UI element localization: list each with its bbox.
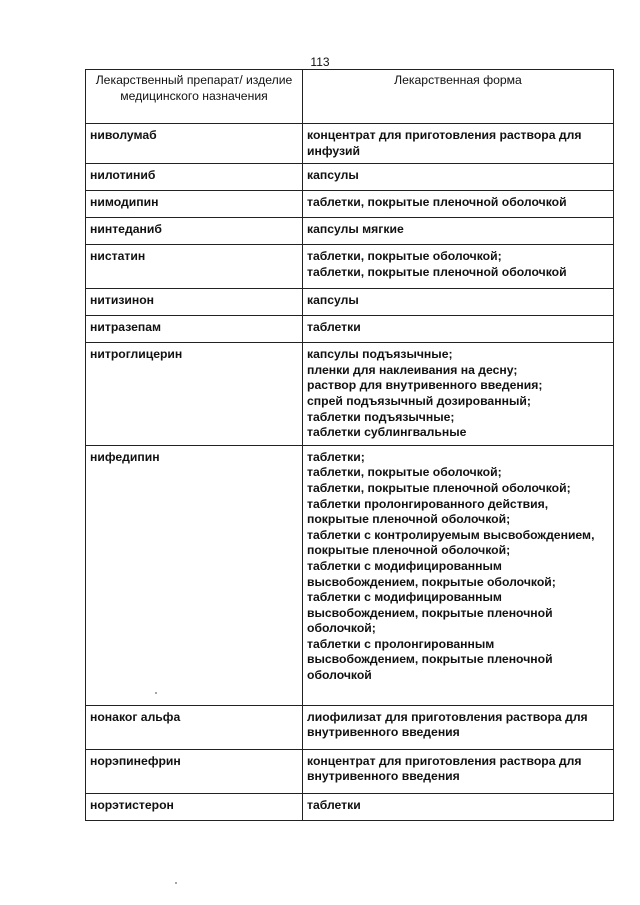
dosage-form-line: оболочкой; [307,621,376,636]
dosage-form-line: таблетки [307,320,361,335]
dosage-form-cell [303,289,614,316]
dosage-form-line: лиофилизат для приготовления раствора для [307,709,588,724]
drug-name-cell [86,343,303,446]
dosage-form-line: высвобождением, покрытые пленочной [307,652,553,667]
dosage-form-line: капсулы подъязычные; [307,347,453,362]
header-dosage-form: Лекарственная форма [303,70,614,124]
dosage-form-line: концентрат для приготовления раствора для [307,753,582,768]
dosage-form-line: таблетки, покрытые оболочкой; [307,249,502,264]
dosage-form-line: капсулы [307,293,359,308]
dosage-form-cell [303,124,614,164]
dosage-form-line: таблетки, покрытые пленочной оболочкой [307,195,567,210]
dosage-form-cell [303,749,614,793]
drug-name-cell [86,793,303,820]
dosage-form-cell [303,343,614,446]
table-header-row [86,70,614,124]
drug-name: нитроглицерин [90,347,183,362]
drug-name: норэтистерон [90,797,174,812]
dosage-form-line: таблетки [307,797,361,812]
table-row [86,245,614,289]
drug-name: ниволумаб [90,128,157,142]
dosage-form-cell [303,218,614,245]
drug-name-cell [86,124,303,164]
table-row [86,749,614,793]
dosage-form-line: концентрат для приготовления раствора для [307,128,582,142]
table-body [86,124,614,821]
dosage-form-line: таблетки; [307,449,365,464]
dosage-form-line: таблетки подъязычные; [307,409,455,424]
drug-name: нитразепам [90,320,162,335]
dosage-form-line: внутривенного введения [307,769,460,784]
dosage-form-cell [303,316,614,343]
drug-name-cell [86,191,303,218]
header-drug-name: Лекарственный препарат/ изделие медицинского назначения [86,70,303,124]
table-row [86,316,614,343]
drug-name: нилотиниб [90,168,156,183]
dosage-form-line: пленки для наклеивания на десну; [307,362,518,377]
drug-name: нифедипин [90,449,160,464]
dosage-form-line: таблетки сублингвальные [307,425,467,440]
page-number: 113 [310,55,330,69]
table-row [86,793,614,820]
dosage-form-line: таблетки, покрытые пленочной оболочкой; [307,480,571,495]
dosage-form-line: таблетки с модифицированным [307,558,502,573]
dosage-form-cell [303,245,614,289]
table-row [86,191,614,218]
drug-name: нимодипин [90,195,159,210]
dosage-form-line: спрей подъязычный дозированный; [307,393,531,408]
scan-speck [175,882,177,884]
dosage-form-line: таблетки с модифицированным [307,590,502,605]
table-row [86,164,614,191]
table-row [86,343,614,446]
drug-name: нистатин [90,249,146,264]
dosage-form-line: таблетки, покрытые оболочкой; [307,465,502,480]
drug-name-cell [86,445,303,705]
table-row [86,705,614,749]
dosage-form-line: капсулы мягкие [307,222,404,237]
dosage-form-cell [303,705,614,749]
drug-name-cell [86,164,303,191]
dosage-form-line: высвобождением, покрытые оболочкой; [307,574,556,589]
dosage-form-cell [303,445,614,705]
drug-name: нинтеданиб [90,222,162,237]
scan-speck [155,692,157,694]
dosage-form-line: покрытые пленочной оболочкой; [307,512,511,527]
drug-name: норэпинефрин [90,753,181,768]
dosage-form-line: оболочкой [307,668,372,683]
dosage-form-line: высвобождением, покрытые пленочной [307,605,553,620]
dosage-form-cell [303,164,614,191]
dosage-form-line: таблетки с пролонгированным [307,636,495,651]
table-row [86,289,614,316]
dosage-form-line: покрытые пленочной оболочкой; [307,543,511,558]
drug-name-cell [86,245,303,289]
dosage-form-line: таблетки, покрытые пленочной оболочкой [307,264,567,279]
dosage-form-line: таблетки с контролируемым высвобождением, [307,527,595,542]
drug-name-cell [86,218,303,245]
drug-name-cell [86,316,303,343]
table-row [86,124,614,164]
dosage-form-line: таблетки пролонгированного действия, [307,496,549,511]
drug-table [85,69,614,821]
drug-name-cell [86,749,303,793]
dosage-form-cell [303,191,614,218]
dosage-form-cell [303,793,614,820]
drug-name: нонаког альфа [90,709,181,724]
dosage-form-line: инфузий [307,143,361,158]
dosage-form-line: раствор для внутривенного введения; [307,378,543,393]
drug-name-cell [86,289,303,316]
drug-name-cell [86,705,303,749]
drug-name: нитизинон [90,293,155,308]
dosage-form-line: капсулы [307,168,359,183]
dosage-form-line: внутривенного введения [307,725,460,740]
table-row [86,445,614,705]
table-row [86,218,614,245]
